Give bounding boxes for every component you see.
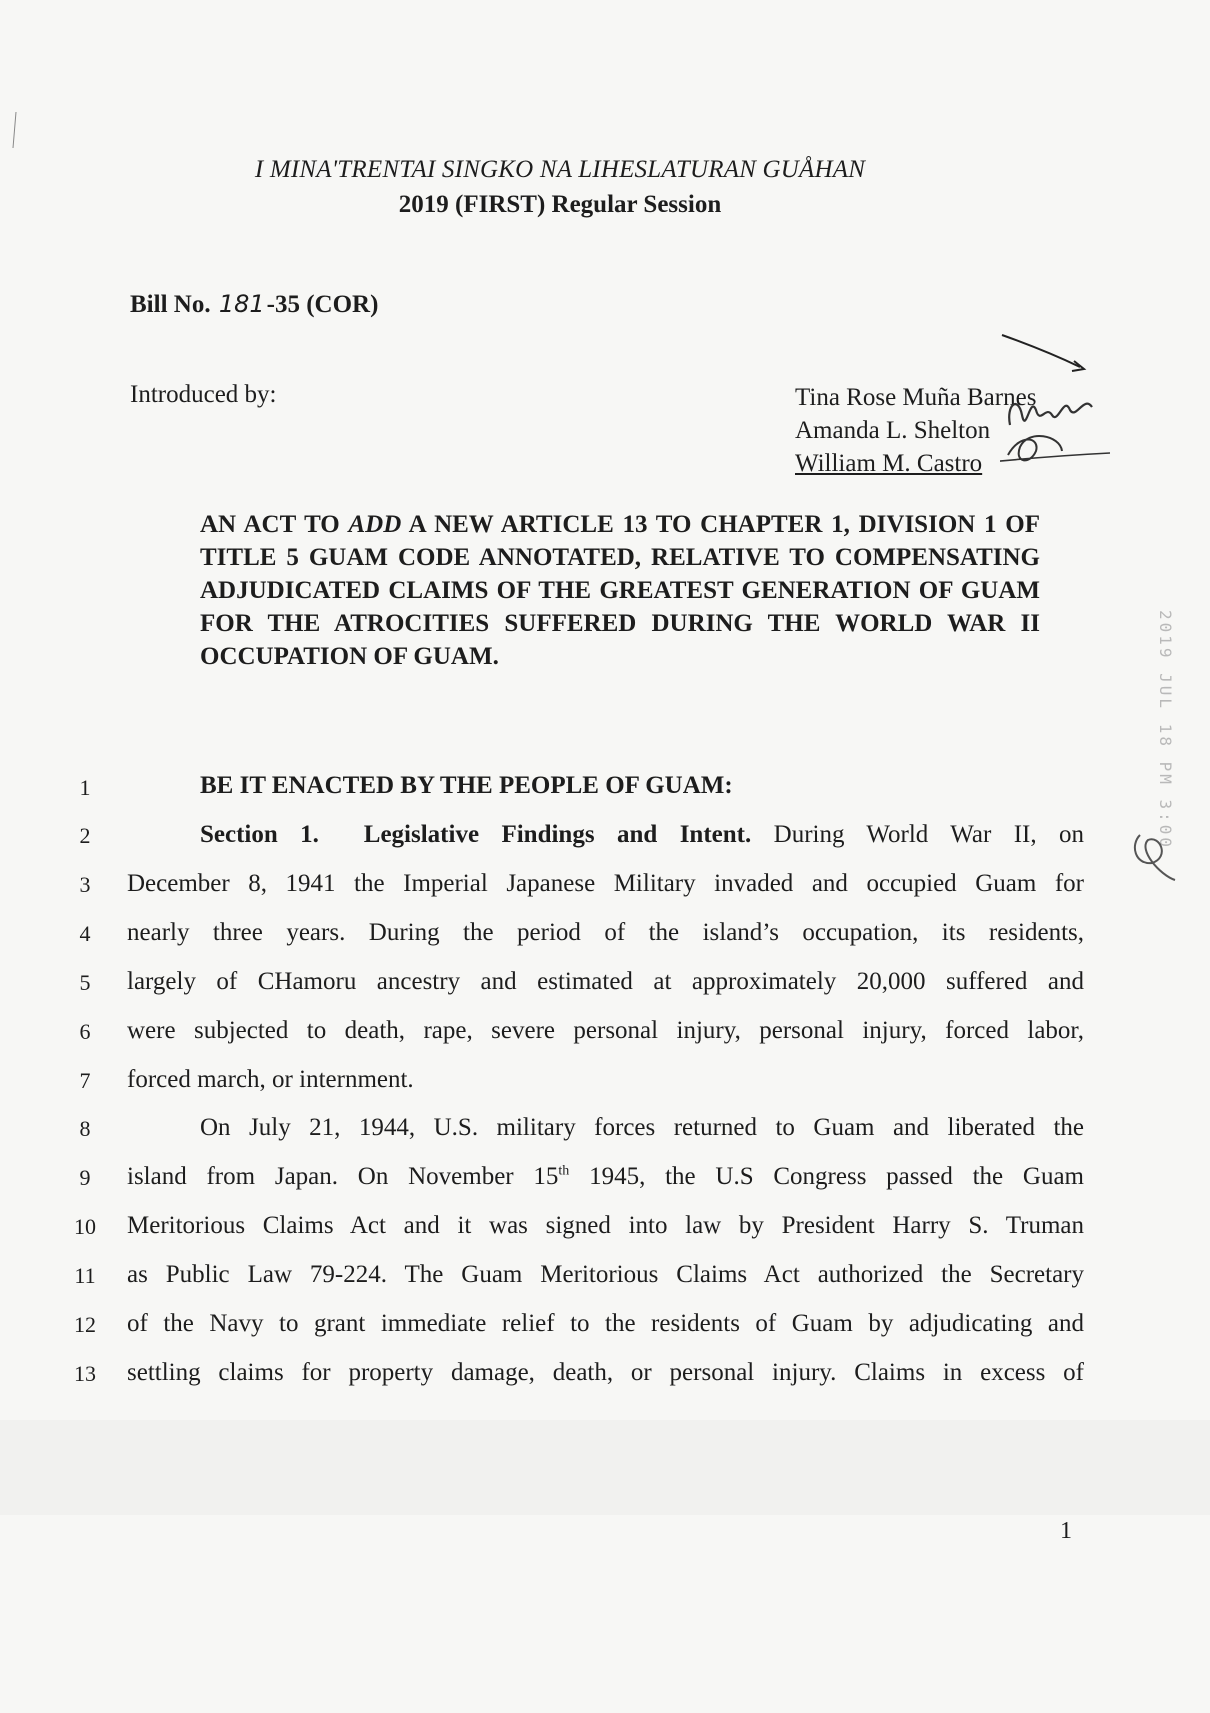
act-title-part2: A NEW ARTICLE 13 TO CHAPTER 1, DIVISION 1 OF TITLE 5 GUAM CODE ANNOTATED, RELATIVE TO COMPENSATING ADJUDICATED CLAIMS OF THE GREATEST GENERATION OF GUAM FOR THE ATROCITIES SUFFERED DURING THE WORLD WAR II OCCUPATION OF GUAM.	[200, 511, 1041, 670]
line-number: 8	[79, 1116, 91, 1141]
body-line: as Public Law 79-224. The Guam Meritorious Claims Act authorized the Secretary	[127, 1261, 1084, 1288]
bill-number-prefix: Bill No.	[130, 291, 217, 318]
margin-scratch-mark	[10, 110, 20, 150]
line-number: 1	[79, 775, 91, 800]
line-number: 13	[74, 1361, 96, 1386]
act-title	[200, 508, 1040, 673]
page-number: 1	[1060, 1518, 1072, 1544]
scan-shade-band	[0, 1420, 1210, 1515]
bill-number-handwritten: 181	[218, 290, 265, 318]
sponsor-name: William M. Castro	[795, 450, 983, 477]
line-number: 5	[79, 970, 91, 995]
line-number: 9	[79, 1165, 91, 1190]
bill-number-suffix: -35 (COR)	[266, 291, 379, 318]
bill-number	[130, 290, 378, 319]
session-title: 2019 (FIRST) Regular Session	[398, 191, 722, 218]
body-line	[200, 821, 1084, 849]
handwritten-signature-icon	[1000, 325, 1130, 475]
body-line: of the Navy to grant immediate relief to the residents of Guam by adjudicating and	[127, 1310, 1084, 1337]
section-title: Legislative Findings and Intent.	[363, 821, 752, 848]
line-number: 3	[79, 872, 91, 897]
body-line: December 8, 1941 the Imperial Japanese Military invaded and occupied Guam for	[127, 870, 1084, 897]
body-line: forced march, or internment.	[127, 1066, 414, 1093]
body-line: largely of CHamoru ancestry and estimated at approximately 20,000 suffered and	[127, 968, 1084, 995]
sponsor-name: Amanda L. Shelton	[795, 417, 991, 444]
line-number: 7	[79, 1068, 91, 1093]
body-text: 1945, the U.S Congress passed the Guam	[569, 1163, 1085, 1190]
line-number: 10	[74, 1214, 96, 1239]
line-number: 11	[74, 1263, 96, 1288]
body-text: During World War II, on	[751, 821, 1085, 848]
body-line: were subjected to death, rape, severe personal injury, personal injury, forced labor,	[127, 1017, 1084, 1044]
act-title-italic: ADD	[348, 511, 402, 538]
sponsor-name: Tina Rose Muña Barnes	[795, 384, 1037, 411]
line-number: 4	[79, 921, 91, 946]
received-stamp	[1130, 595, 1185, 885]
line-number: 6	[79, 1019, 91, 1044]
legislature-title: I MINA'TRENTAI SINGKO NA LIHESLATURAN GUÅHAN	[254, 156, 866, 183]
body-text: island from Japan. On November 15	[127, 1163, 559, 1190]
body-line: nearly three years. During the period of the island’s occupation, its residents,	[127, 919, 1084, 946]
line-number: 12	[74, 1312, 96, 1337]
enacting-clause: BE IT ENACTED BY THE PEOPLE OF GUAM:	[200, 772, 733, 799]
superscript: th	[558, 1163, 570, 1179]
introduced-by-label: Introduced by:	[130, 381, 277, 408]
body-line: settling claims for property damage, death, or personal injury. Claims in excess of	[127, 1359, 1084, 1386]
section-number: Section 1.	[200, 821, 319, 848]
body-line: Meritorious Claims Act and it was signed into law by President Harry S. Truman	[127, 1212, 1084, 1239]
line-number: 2	[79, 823, 91, 848]
stamp-text: 2019 JUL 18 PM 3:00	[1156, 610, 1175, 851]
body-line	[127, 1163, 1084, 1191]
act-title-part1: AN ACT TO	[200, 511, 349, 538]
body-line: On July 21, 1944, U.S. military forces returned to Guam and liberated the	[200, 1114, 1084, 1141]
